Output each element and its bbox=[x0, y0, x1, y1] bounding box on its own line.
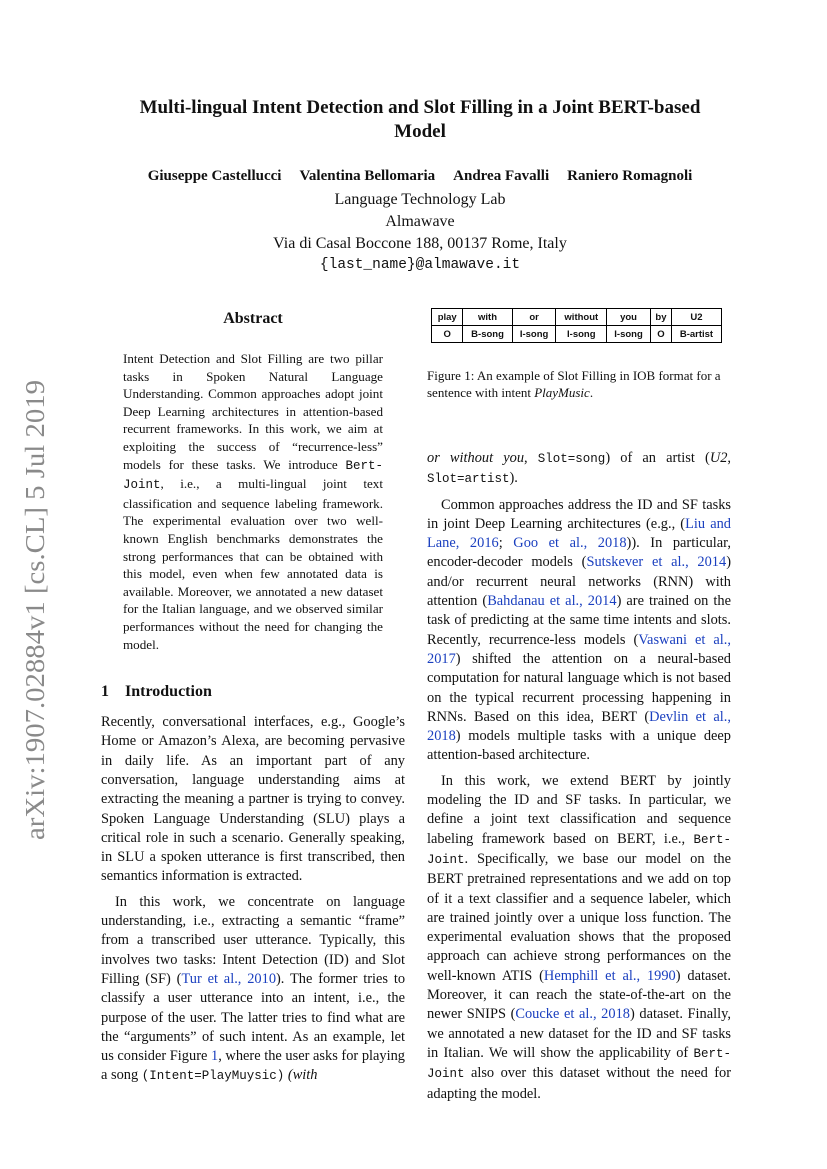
citation-link[interactable]: Liu and Lane, 2016 bbox=[427, 515, 731, 552]
slot-code: Slot=song bbox=[537, 452, 606, 466]
affiliation-company: Almawave bbox=[385, 213, 455, 230]
figure-ref-link[interactable]: 1 bbox=[211, 1048, 219, 1065]
tag-cell: I-song bbox=[512, 326, 556, 343]
iob-example-table bbox=[431, 308, 722, 343]
paragraph-text: In this work, we extend BERT by jointly modeling the ID and SF tasks. In particular, we define a joint text classification and sequence labeling framework based on BERT, i.e., bbox=[427, 772, 731, 847]
token-row bbox=[432, 309, 722, 326]
affiliation-lab: Language Technology Lab bbox=[334, 191, 506, 208]
arxiv-stamp-text: arXiv:1907.02884v1 [cs.CL] 5 Jul 2019 bbox=[20, 408, 50, 840]
citation-link[interactable]: Tur et al., 2010 bbox=[181, 970, 277, 987]
paragraph-text: ) shifted the attention on a neural-based computation for natural language which is not based on the typical recurrent processing happening in RNNs. Based on this idea, BERT ( bbox=[427, 650, 731, 725]
citation-link[interactable]: Hemphill et al., 1990 bbox=[543, 967, 676, 984]
author-name: Andrea Favalli bbox=[453, 168, 550, 184]
abstract-text: , i.e., a multi-lingual joint text classification and sequence labeling framework. The experimental evaluation over two well-known English benchmarks demonstrates the strong performances that can be obtained with this model, even when few annotated data is available. Moreover, we annotated a new dataset for the Italian language, and we observed similar performances without the need for changing the model. bbox=[123, 476, 383, 652]
token-cell: by bbox=[650, 309, 671, 326]
tag-cell: B-song bbox=[463, 326, 512, 343]
model-name-code: Bert-Joint bbox=[427, 1046, 731, 1082]
abstract-body bbox=[123, 350, 383, 653]
slot-code: Slot=artist bbox=[427, 472, 510, 487]
paragraph-text: also over this dataset without the need for adapting the model. bbox=[427, 1065, 731, 1102]
author-name: Raniero Romagnoli bbox=[567, 168, 693, 184]
paragraph-text: In this work, we concentrate on language understanding, i.e., extracting a semantic “frame” from a transcribed user utterance. Typically, this involves two tasks: Intent Detection (ID) and Slot Filling (SF) ( bbox=[101, 893, 405, 987]
figure-caption bbox=[427, 367, 731, 401]
author-name: Giuseppe Castellucci bbox=[147, 168, 282, 184]
intro-paragraph-2 bbox=[101, 893, 405, 1087]
author-email: {last_name}@almawave.it bbox=[319, 257, 521, 273]
author-name: Valentina Bellomaria bbox=[299, 168, 436, 184]
citation-link[interactable]: Devlin et al., 2018 bbox=[427, 708, 731, 745]
paragraph-text: ) and/or recurrent neural networks (RNN) with attention ( bbox=[427, 554, 731, 610]
citation-link[interactable]: Sutskever et al., 2014 bbox=[586, 554, 727, 571]
tag-cell: I-song bbox=[607, 326, 651, 343]
intro-paragraph-3 bbox=[427, 496, 731, 766]
caption-intent: PlayMusic bbox=[534, 385, 590, 400]
section-number: 1 bbox=[101, 683, 109, 701]
paragraph-text: ). bbox=[509, 470, 518, 487]
intro-paragraph-4 bbox=[427, 772, 731, 1104]
author-list bbox=[90, 168, 750, 185]
paragraph-text: or without you bbox=[427, 450, 525, 466]
abstract-text: Intent Detection and Slot Filling are two pillar tasks in Spoken Natural Language Understanding. Common approaches adopt joint Deep Learning architectures in attention-based recurrent frameworks. In this work, we aim at exploiting the success of “recurrence-less” models for these tasks. We introduce bbox=[123, 351, 383, 472]
paragraph-text: )). In particular, encoder-decoder models ( bbox=[427, 535, 731, 571]
paragraph-text: ) models multiple tasks with a unique deep attention-based architecture. bbox=[427, 728, 731, 764]
citation-link[interactable]: Goo et al., 2018 bbox=[513, 535, 627, 552]
paragraph-text: Common approaches address the ID and SF tasks in joint Deep Learning architectures (e.g., ( bbox=[427, 496, 731, 532]
caption-text: Figure 1: An example of Slot Filling in IOB format for a sentence with intent bbox=[427, 368, 721, 400]
paragraph-text: . Specifically, we base our model on the BERT pretrained representations and we add on top of it a text classifier and a sequence labeler, which are trained jointly over a unique loss function. The experimental evaluation shows that the proposed approach can achieve strong performances on the well-known ATIS ( bbox=[427, 850, 731, 984]
caption-text: . bbox=[589, 385, 594, 400]
continued-paragraph bbox=[427, 449, 731, 490]
tag-cell: I-song bbox=[556, 326, 607, 343]
section-heading bbox=[101, 683, 405, 701]
paragraph-text: , bbox=[524, 450, 538, 466]
intent-code: (Intent=PlayMuysic) bbox=[141, 1069, 285, 1084]
citation-link[interactable]: Bahdanau et al., 2014 bbox=[487, 593, 617, 610]
token-cell: play bbox=[432, 309, 463, 326]
paragraph-text: , where the user asks for playing a song bbox=[101, 1048, 405, 1084]
tag-cell: O bbox=[650, 326, 671, 343]
paragraph-text: ; bbox=[498, 535, 514, 552]
tag-row bbox=[432, 326, 722, 343]
paragraph-text: U2 bbox=[709, 450, 728, 466]
paragraph-text: ) dataset. Finally, we annotated a new dataset for the ID and SF tasks in Italian. We will show the applicability of bbox=[427, 1006, 731, 1061]
title-line-1: Multi-lingual Intent Detection and Slot Filling in a Joint BERT-based bbox=[139, 97, 701, 118]
token-cell: with bbox=[463, 309, 512, 326]
model-name-code: Bert-Joint bbox=[427, 832, 731, 867]
paragraph-text: , bbox=[727, 450, 732, 466]
arxiv-side-stamp bbox=[10, 378, 58, 840]
abstract-heading: Abstract bbox=[223, 310, 283, 327]
token-cell: U2 bbox=[671, 309, 721, 326]
paragraph-text: ). The former tries to classify a user utterance into an intent, i.e., the purpose of the user. The latter tries to find what are the “arguments” of such intent. As an example, let us consider Figure bbox=[101, 970, 406, 1065]
affiliation-address: Via di Casal Boccone 188, 00137 Rome, Italy bbox=[273, 235, 567, 252]
paragraph-text: (with bbox=[284, 1067, 318, 1084]
token-cell: without bbox=[556, 309, 607, 326]
left-column bbox=[101, 310, 405, 1087]
token-cell: or bbox=[512, 309, 556, 326]
tag-cell: O bbox=[432, 326, 463, 343]
paragraph-text: ) of an artist ( bbox=[605, 450, 710, 466]
tag-cell: B-artist bbox=[671, 326, 721, 343]
paragraph-text: ) dataset. Moreover, it can reach the state-of-the-art on the newer SNIPS ( bbox=[427, 967, 731, 1023]
citation-link[interactable]: Coucke et al., 2018 bbox=[515, 1006, 630, 1023]
token-cell: you bbox=[607, 309, 651, 326]
title-line-2: Model bbox=[394, 121, 446, 142]
paper-title bbox=[90, 96, 750, 144]
citation-link[interactable]: Vaswani et al., 2017 bbox=[427, 631, 731, 667]
section-title: Introduction bbox=[125, 683, 212, 701]
intro-paragraph-1: Recently, conversational interfaces, e.g., Google’s Home or Amazon’s Alexa, are becoming pervasive in daily life. As an important part of any conversation, language understanding aims at extracting the meaning a partner is trying to convey. Spoken Language Understanding (SLU) plays a critical role in such a scenario. Generally speaking, in SLU a spoken utterance is first transcribed, then semantics information is extracted. bbox=[101, 714, 405, 885]
paragraph-text: ) are trained on the task of predicting at the same time intents and slots. Recently, recurrence-less models ( bbox=[427, 593, 731, 648]
model-name-code: Bert-Joint bbox=[123, 458, 383, 493]
right-column bbox=[427, 308, 731, 1104]
